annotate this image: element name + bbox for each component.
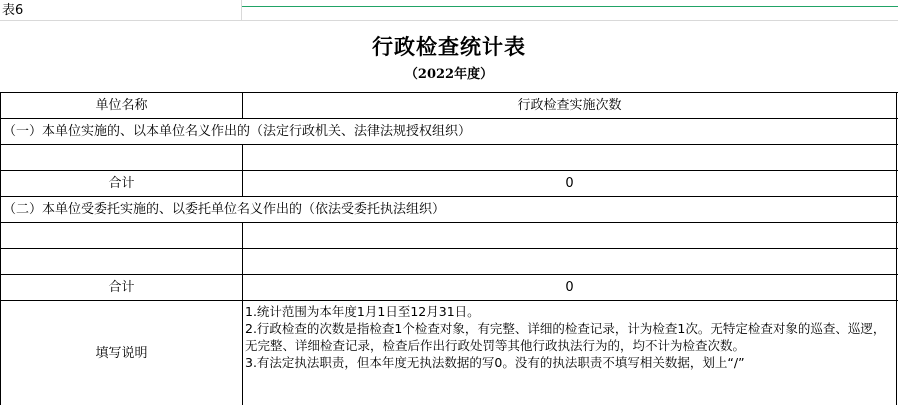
table-row-empty-unit[interactable]: [1, 223, 242, 248]
subtotal-value-section1[interactable]: 0: [565, 176, 574, 191]
subtotal-value-section2[interactable]: 0: [565, 280, 574, 295]
column-header-unit-name[interactable]: 单位名称: [95, 98, 148, 113]
gridline: [0, 20, 898, 21]
table-row-empty-count[interactable]: [243, 223, 896, 248]
table-row-empty-unit[interactable]: [1, 145, 242, 170]
note-line-2: 2.行政检查的次数是指检查1个检查对象，有完整、详细的检查记录，计为检查1次。无特定检查对象的巡查、巡逻，无完整、详细检查记录，检查后作出行政处罚等其他行政执法行为的，均不计为检查次数。: [245, 321, 886, 353]
notes-label[interactable]: 填写说明: [95, 345, 148, 361]
page-title: 行政检查统计表: [372, 34, 526, 59]
subtotal-label-section2[interactable]: 合计: [108, 280, 135, 295]
subtotal-label-section1[interactable]: 合计: [108, 176, 135, 191]
note-line-3: 3.有法定执法职责，但本年度无执法数据的写0。没有的执法职责不填写相关数据，划上“/”: [245, 355, 745, 370]
gridline: [241, 0, 242, 20]
table-row-empty-count[interactable]: [243, 249, 896, 274]
note-line-1: 1.统计范围为本年度1月1日至12月31日。: [245, 304, 480, 319]
notes-content[interactable]: [244, 303, 895, 405]
column-header-inspection-count[interactable]: 行政检查实施次数: [517, 98, 622, 113]
page-subtitle: （2022年度）: [404, 67, 494, 82]
table-row-empty-count[interactable]: [243, 145, 896, 170]
section-heading-own-unit[interactable]: （一）本单位实施的、以本单位名义作出的（法定行政机关、法律法规授权组织）: [3, 124, 472, 139]
sheet-label[interactable]: 表6: [2, 2, 24, 18]
selection-edge: [242, 6, 898, 7]
section-heading-entrusted[interactable]: （二）本单位受委托实施的、以委托单位名义作出的（依法受委托执法组织）: [3, 202, 446, 217]
table-row-empty-unit[interactable]: [1, 249, 242, 274]
table-border: [896, 92, 897, 405]
